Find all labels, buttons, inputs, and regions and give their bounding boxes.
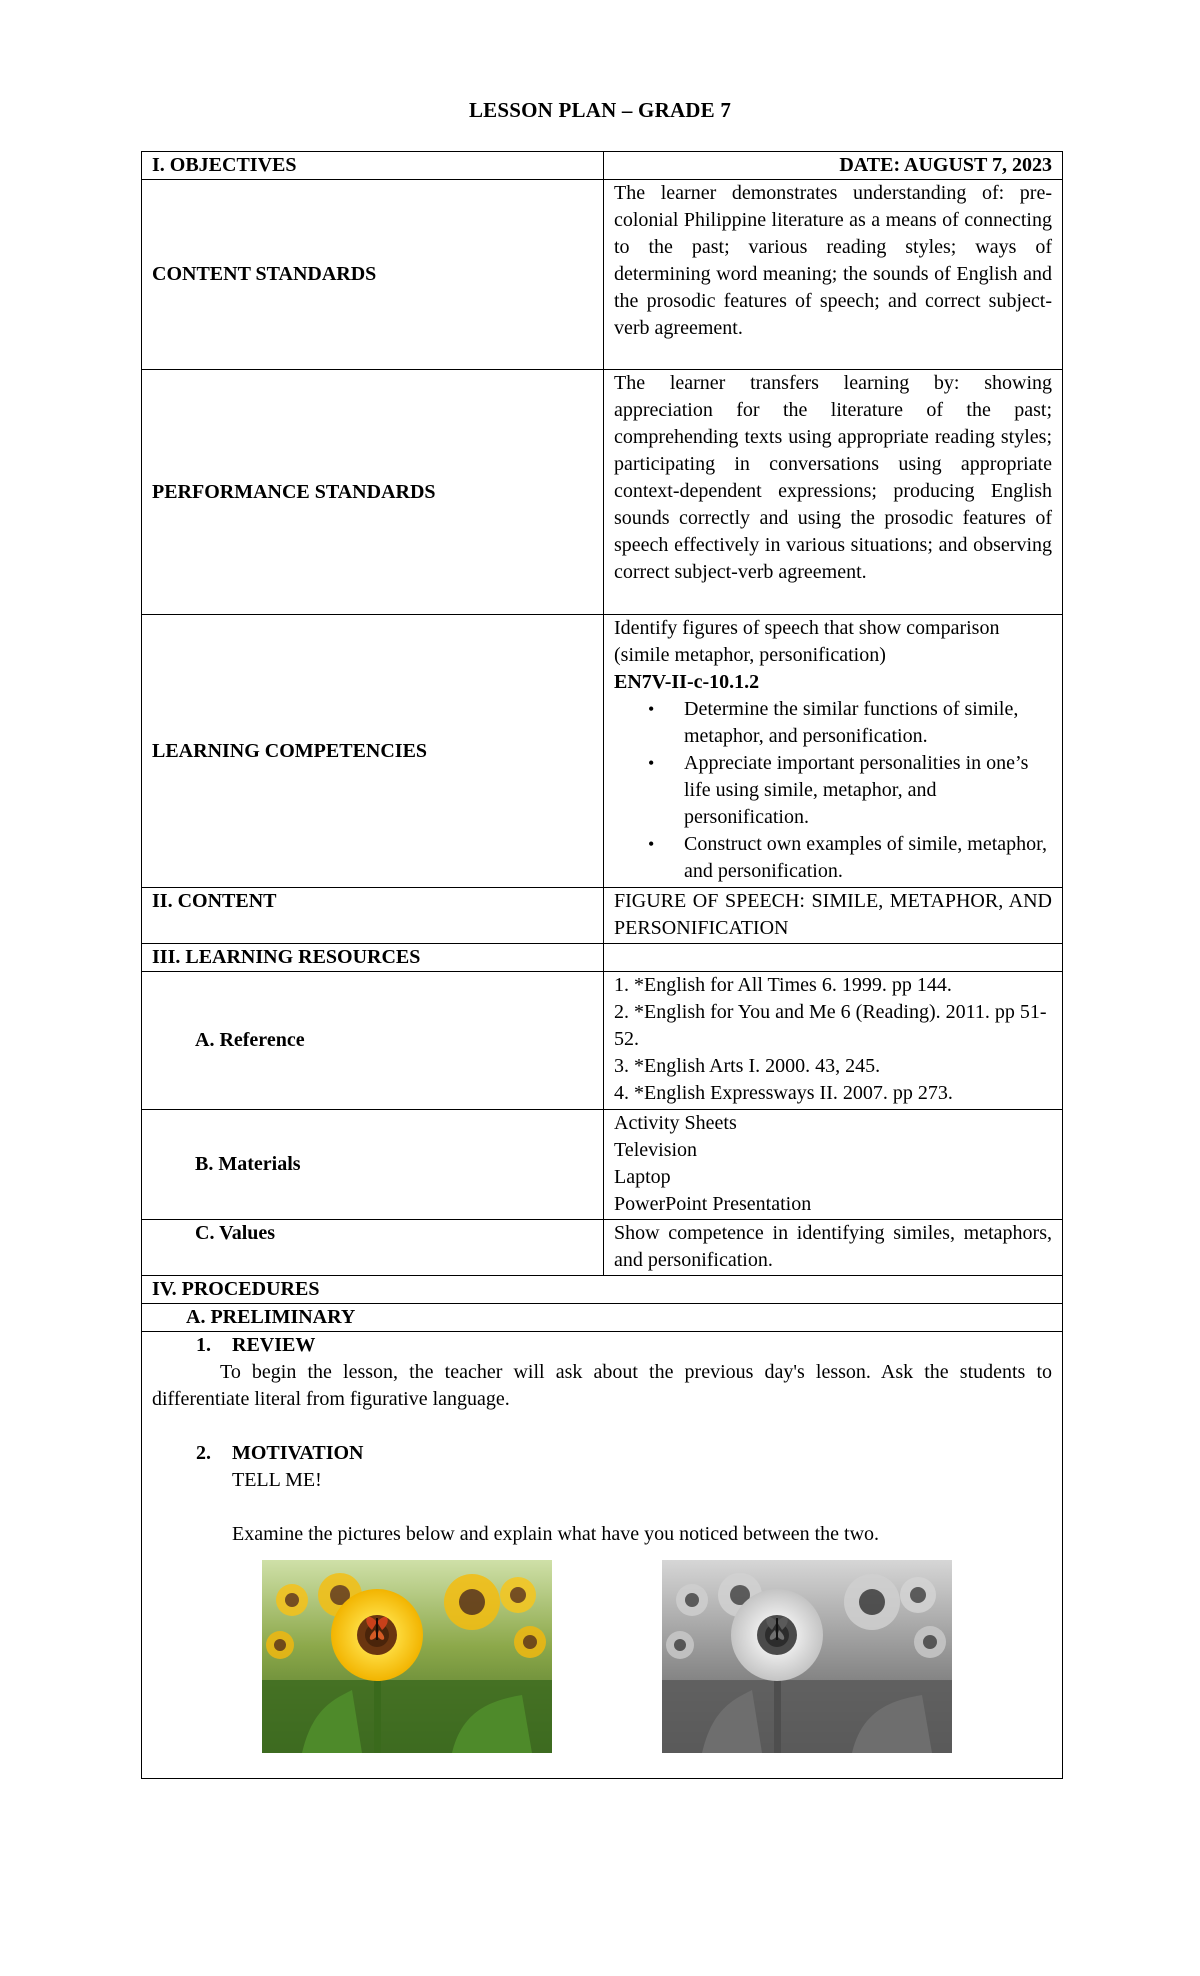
materials-list [604,1110,1063,1220]
lesson-date: DATE: AUGUST 7, 2023 [604,152,1063,180]
sunflower-color-image [262,1560,552,1753]
objectives-header: I. OBJECTIVES [142,152,604,180]
learning-competencies-cell [604,615,1063,888]
list-item: 2. *English for You and Me 6 (Reading). 2011. pp 51-52. [614,1001,1047,1050]
performance-standards-row [142,370,1063,615]
reference-row [142,972,1063,1110]
values-row [142,1220,1063,1276]
lesson-plan-table [141,151,1063,1779]
learning-resources-label: III. LEARNING RESOURCES [142,944,604,972]
list-item: • Construct own examples of simile, metaphor, and personification. [684,831,1052,885]
list-item: • Appreciate important personalities in one’s life using simile, metaphor, and personification. [684,750,1052,831]
content-standards-row [142,180,1063,370]
procedures-row [142,1276,1063,1304]
values-label: C. Values [142,1220,604,1276]
motivation-heading: 2. MOTIVATION [196,1442,364,1464]
learning-resources-empty [604,944,1063,972]
procedures-body-row [142,1332,1063,1779]
content-row [142,888,1063,944]
list-item: Activity Sheets [614,1112,737,1134]
values-text: Show competence in identifying similes, metaphors, and personification. [604,1220,1063,1276]
learning-competencies-label: LEARNING COMPETENCIES [142,615,604,888]
content-text: FIGURE OF SPEECH: SIMILE, METAPHOR, AND PERSONIFICATION [604,888,1063,944]
procedures-body [142,1332,1063,1779]
content-standards-text: The learner demonstrates understanding of: pre-colonial Philippine literature as a means of connecting to the past; various reading styles; ways of determining word meaning; the sounds of English and the prosodic features of speech; and correct subject-verb agreement. [604,180,1063,370]
learning-competencies-row [142,615,1063,888]
review-text: To begin the lesson, the teacher will ask about the previous day's lesson. Ask the students to differentiate literal from figurative language. [152,1361,1052,1410]
content-standards-label: CONTENT STANDARDS [142,180,604,370]
list-item: Laptop [614,1166,671,1188]
list-item: • Determine the similar functions of simile, metaphor, and personification. [684,696,1052,750]
list-item: 1. *English for All Times 6. 1999. pp 144. [614,974,952,996]
competencies-intro: Identify figures of speech that show comparison (simile metaphor, personification) [614,617,1000,666]
review-heading: 1. REVIEW [196,1334,316,1356]
list-item: Television [614,1139,698,1161]
sunflower-grayscale-image [662,1560,952,1753]
procedures-label: IV. PROCEDURES [142,1276,1063,1304]
list-item: 4. *English Expressways II. 2007. pp 273. [614,1082,953,1104]
list-item: PowerPoint Presentation [614,1193,812,1215]
materials-label: B. Materials [142,1110,604,1220]
objectives-row [142,152,1063,180]
preliminary-label: A. PRELIMINARY [142,1304,1063,1332]
preliminary-row [142,1304,1063,1332]
content-label: II. CONTENT [142,888,604,944]
materials-row [142,1110,1063,1220]
competency-code: EN7V-II-c-10.1.2 [614,671,760,693]
list-item: 3. *English Arts I. 2000. 43, 245. [614,1055,881,1077]
performance-standards-text: The learner transfers learning by: showing appreciation for the literature of the past; comprehending texts using appropriate reading styles; participating in conversations using appropriate context-dependent expressions; producing English sounds correctly and using the prosodic features of speech effectively in various situations; and observing correct subject-verb agreement. [604,370,1063,615]
reference-list [604,972,1063,1110]
motivation-pictures [152,1560,1052,1770]
reference-label: A. Reference [142,972,604,1110]
competency-bullets [614,696,1052,885]
learning-resources-row [142,944,1063,972]
motivation-instruction: Examine the pictures below and explain what have you noticed between the two. [232,1523,880,1545]
performance-standards-label: PERFORMANCE STANDARDS [142,370,604,615]
page-title: LESSON PLAN – GRADE 7 [468,98,732,122]
motivation-activity: TELL ME! [232,1469,322,1491]
